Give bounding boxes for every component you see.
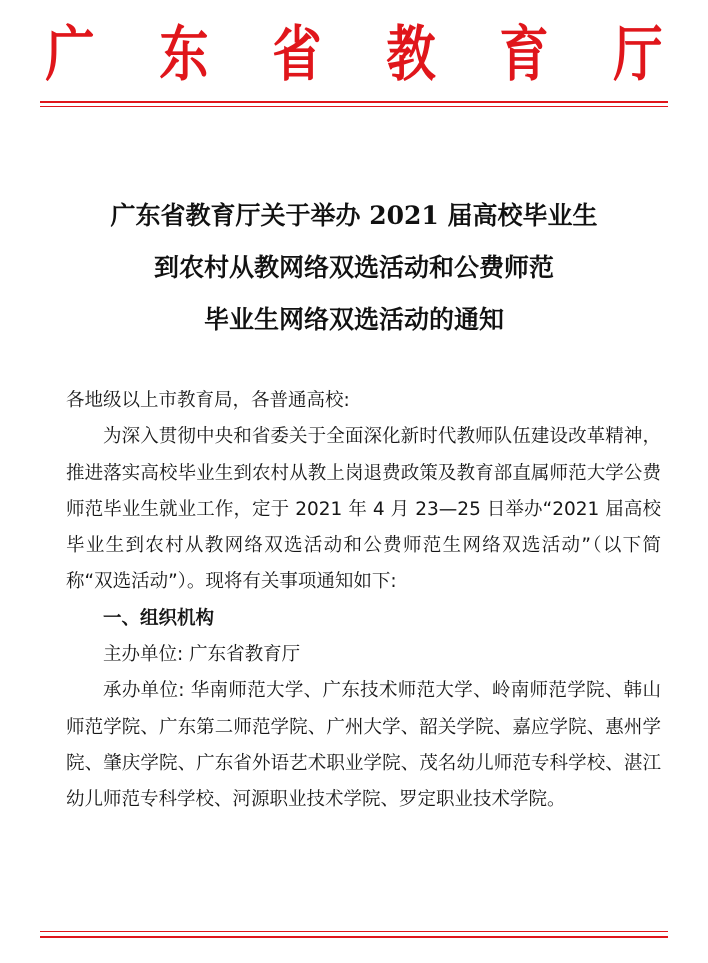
masthead-char: 厅: [613, 20, 663, 90]
title-line: 到农村从教网络双选活动和公费师范: [153, 253, 554, 282]
masthead: [40, 20, 668, 90]
masthead-char: 省: [272, 20, 322, 90]
section-heading: 一、组织机构: [103, 607, 215, 629]
footer-red-rule-thin: [40, 931, 668, 932]
masthead-red-rule-thin: [40, 106, 668, 107]
intro-paragraph: 为深入贯彻中央和省委关于全面深化新时代教师队伍建设改革精神，推进落实高校毕业生到农村从教上岗退费政策及教育部直属师范大学公费师范毕业生就业工作，定于 2021 年 4 月 23—25 日举办“2021 届高校毕业生到农村从教网络双选活动和公费师范生网络双选活动”（以下简称“双选活动”）。现将有关事项通知如下:: [66, 426, 661, 593]
masthead-char: 教: [386, 20, 436, 90]
organizer-paragraph: 主办单位: 广东省教育厅: [103, 644, 301, 666]
co-organizers-paragraph: 承办单位: 华南师范大学、广东技术师范大学、岭南师范学院、韩山师范学院、广东第二师范学院、广州大学、韶关学院、嘉应学院、惠州学院、肇庆学院、广东省外语艺术职业学院、茂名幼儿师范专科学校、湛江幼儿师范专科学校、河源职业技术学院、罗定职业技术学院。: [66, 680, 661, 811]
document-title: [40, 190, 668, 346]
salutation: 各地级以上市教育局，各普通高校:: [66, 390, 350, 411]
masthead-char: 育: [499, 20, 549, 90]
document-body: [66, 383, 661, 819]
footer-red-rule: [40, 936, 668, 938]
title-line: 广东省教育厅关于举办 2021 届高校毕业生: [110, 201, 598, 230]
masthead-char: 东: [158, 20, 209, 90]
masthead-char: 广: [45, 20, 95, 90]
masthead-red-rule: [40, 101, 668, 103]
title-line: 毕业生网络双选活动的通知: [203, 305, 504, 334]
